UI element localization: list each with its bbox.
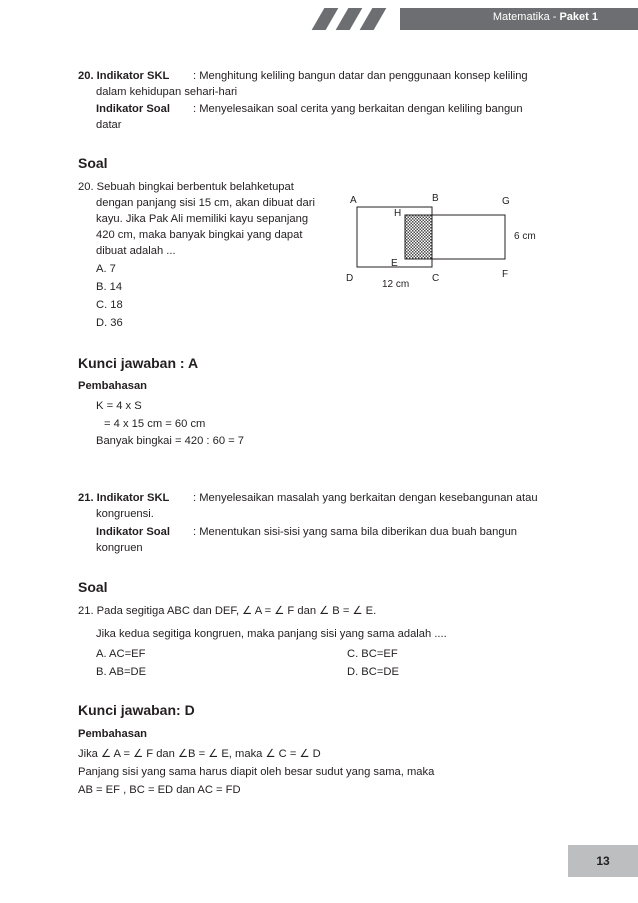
q20-option-d: D. 36	[96, 317, 123, 329]
q20-option-c: C. 18	[96, 299, 123, 311]
q20-question-line: 20. Sebuah bingkai berbentuk belahketupat	[78, 181, 294, 193]
q20-option-a: A. 7	[96, 263, 116, 275]
q20-soal-indicator-text: : Menyelesaikan soal cerita yang berkaitan dengan keliling bangun	[193, 103, 523, 115]
label-c: C	[432, 273, 440, 284]
label-f: F	[502, 269, 509, 280]
q20-soal-indicator-label: Indikator Soal	[96, 103, 170, 115]
q21-soal-indicator-line2: kongruen	[96, 542, 143, 554]
rectangle-figure	[340, 185, 550, 295]
header-stripe	[336, 8, 363, 30]
header-stripe	[360, 8, 387, 30]
q20-solution-line: K = 4 x S	[96, 400, 142, 412]
q21-skl-text: : Menyelesaikan masalah yang berkaitan dengan kesebangunan atau	[193, 492, 538, 504]
q20-answer-key: Kunci jawaban : A	[78, 355, 199, 371]
q20-pembahasan-label: Pembahasan	[78, 380, 148, 392]
header-stripe	[312, 8, 339, 30]
q21-option-d: D. BC=DE	[347, 666, 399, 678]
q21-soal-indicator-text: : Menentukan sisi-sisi yang sama bila diberikan dua buah bangun	[193, 526, 518, 538]
q21-question-line: Jika kedua segitiga kongruen, maka panjang sisi yang sama adalah ....	[96, 628, 447, 640]
q21-answer-key: Kunci jawaban: D	[78, 702, 195, 718]
q21-option-c: C. BC=EF	[347, 648, 398, 660]
q20-question-line: dibuat adalah ...	[96, 245, 176, 257]
q21-pembahasan-label: Pembahasan	[78, 728, 148, 740]
q20-skl-label: 20. Indikator SKL	[78, 70, 170, 82]
q20-soal-indicator-line2: datar	[96, 119, 122, 131]
q20-skl-line2: dalam kehidupan sehari-hari	[96, 86, 238, 98]
q21-solution-line: Jika ∠ A = ∠ F dan ∠B = ∠ E, maka ∠ C = ∠ D	[78, 748, 321, 760]
label-6cm: 6 cm	[514, 231, 536, 242]
label-g: G	[502, 196, 510, 207]
q21-solution-line: AB = EF , BC = ED dan AC = FD	[78, 784, 241, 796]
shaded-overlap	[405, 215, 432, 259]
label-b: B	[432, 193, 439, 204]
label-h: H	[394, 208, 402, 219]
label-12cm: 12 cm	[382, 279, 410, 290]
q20-question-line: dengan panjang sisi 15 cm, akan dibuat dari	[96, 197, 315, 209]
q20-solution-line: Banyak bingkai = 420 : 60 = 7	[96, 435, 245, 447]
q20-question-line: kayu. Jika Pak Ali memiliki kayu sepanjang	[96, 213, 309, 225]
q21-skl-line2: kongruensi.	[96, 508, 154, 520]
header-title: Matematika - Paket 1	[492, 11, 598, 23]
q20-soal-heading: Soal	[78, 155, 108, 171]
q21-question-line: 21. Pada segitiga ABC dan DEF, ∠ A = ∠ F dan ∠ B = ∠ E.	[78, 605, 377, 617]
q21-soal-heading: Soal	[78, 579, 108, 595]
q21-soal-indicator-label: Indikator Soal	[96, 526, 170, 538]
q21-option-a: A. AC=EF	[96, 648, 146, 660]
q21-solution-line: Panjang sisi yang sama harus diapit oleh besar sudut yang sama, maka	[78, 766, 435, 778]
label-a: A	[350, 195, 357, 206]
page-number: 13	[568, 845, 638, 877]
q21-option-b: B. AB=DE	[96, 666, 147, 678]
q20-question-line: 420 cm, maka banyak bingkai yang dapat	[96, 229, 303, 241]
q21-skl-label: 21. Indikator SKL	[78, 492, 170, 504]
q20-option-b: B. 14	[96, 281, 123, 293]
label-e: E	[391, 258, 398, 269]
q20-solution-line: = 4 x 15 cm = 60 cm	[104, 418, 206, 430]
label-d: D	[346, 273, 354, 284]
q20-skl-text: : Menghitung keliling bangun datar dan penggunaan konsep keliling	[193, 70, 528, 82]
